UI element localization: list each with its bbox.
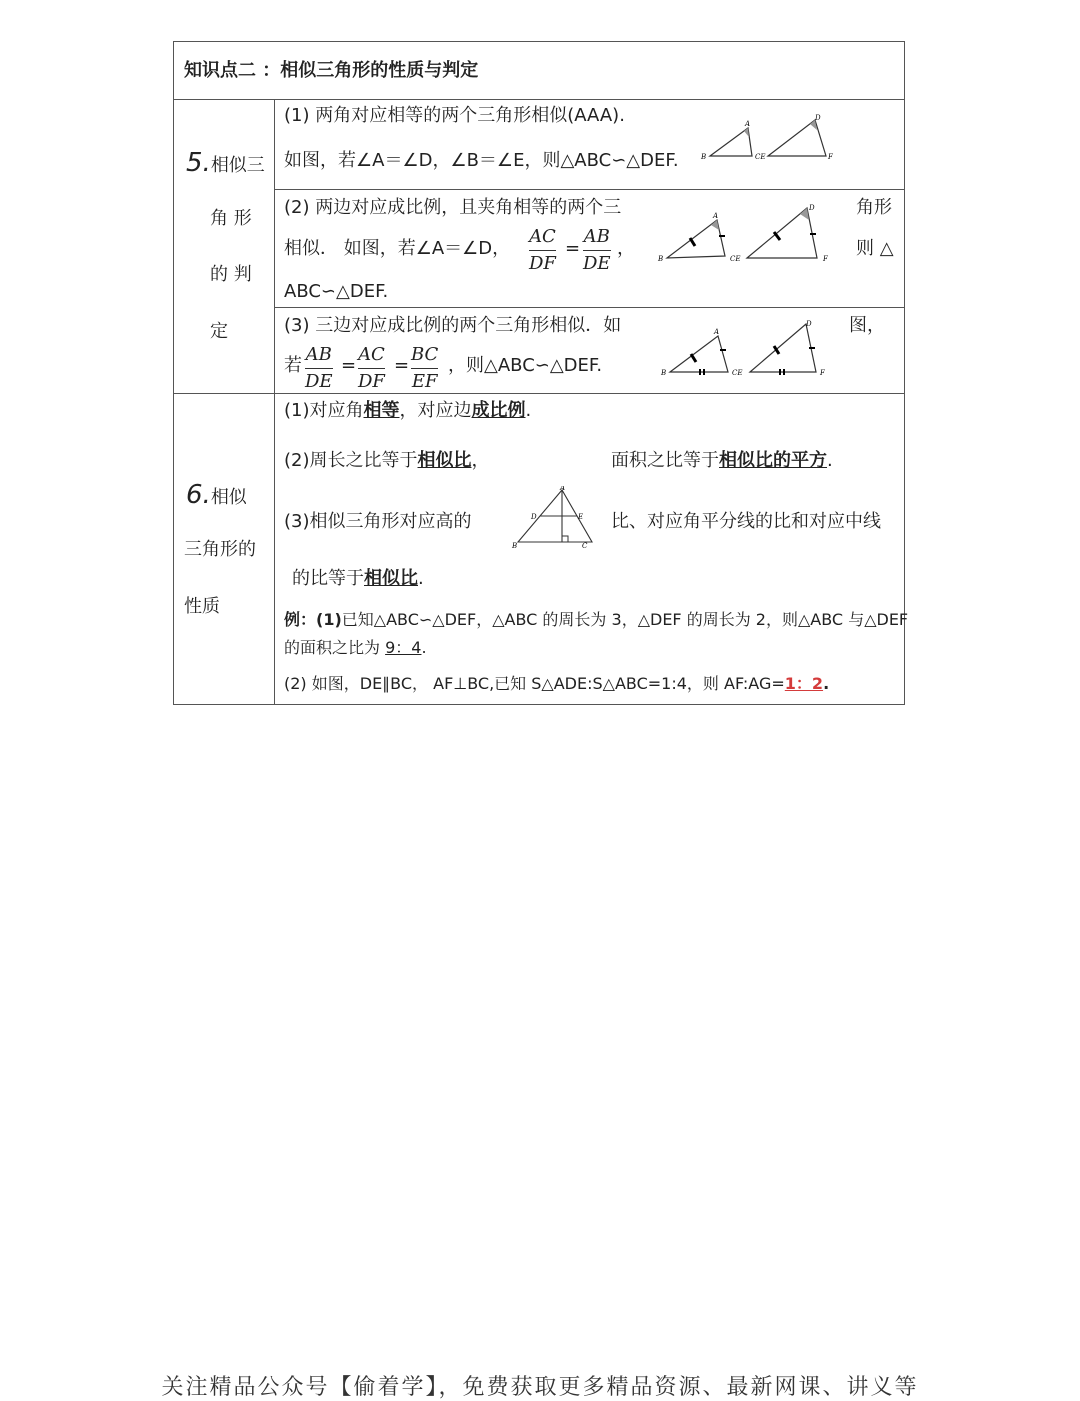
aaa-rule: (1) 两角对应相等的两个三角形相似(AAA). [284, 105, 625, 126]
svg-text:D: D [815, 114, 821, 122]
sas-conclusion: ABC∽△DEF. [284, 281, 389, 302]
fraction-bc-ef: BC EF [411, 344, 439, 392]
sas-rule-tail: 角形 [856, 197, 892, 218]
fraction-ab-de: AB DE [305, 344, 333, 392]
section-title: 知识点二 ：相似三角形的性质与判定 [184, 60, 479, 81]
svg-text:D: D [806, 320, 812, 328]
example-1-answer: 的面积之比为 9：4. [284, 638, 427, 657]
section5-label-line: 角 形 [210, 208, 252, 229]
sss-conclusion: ，则△ABC∽△DEF. [448, 355, 603, 376]
fraction-ac-df: AC DF [529, 226, 556, 274]
svg-text:CE: CE [730, 255, 741, 263]
svg-text:F: F [828, 153, 833, 161]
svg-text:A: A [714, 328, 720, 336]
row-divider [174, 99, 904, 100]
row-divider [174, 393, 904, 394]
example-2: (2) 如图，DE∥BC， AF⊥BC,已知 S△ADE:S△ABC=1:4，则 AF:AG=1：2. [284, 674, 830, 693]
property-4: 的比等于相似比. [292, 568, 424, 589]
svg-text:B: B [512, 542, 518, 550]
comma: ， [617, 238, 635, 259]
svg-text:A: A [745, 120, 751, 128]
sss-rule: (3) 三边对应成比例的两个三角形相似．如 [284, 315, 622, 336]
svg-text:D: D [531, 513, 537, 521]
figure-altitude-triangle [510, 486, 600, 552]
section6-label-line: 三角形的 [184, 539, 256, 560]
equals-sign: = [394, 355, 410, 376]
svg-text:B: B [661, 369, 667, 377]
property-3-cont: 比、对应角平分线的比和对应中线 [611, 511, 881, 532]
section5-label-line: 定 [210, 321, 228, 342]
figure-sss-triangles [658, 318, 838, 380]
column-divider [274, 99, 275, 705]
svg-text:C: C [582, 542, 588, 550]
svg-text:CE: CE [755, 153, 766, 161]
property-1: (1)对应角相等，对应边成比例. [284, 400, 532, 421]
property-3: (3)相似三角形对应高的 [284, 511, 472, 532]
sas-example: 相似． 如图，若∠A＝∠D， [284, 238, 511, 259]
equals-sign: = [565, 238, 581, 259]
sas-then: 则 △ [856, 238, 894, 259]
sas-rule: (2) 两边对应成比例，且夹角相等的两个三 [284, 197, 622, 218]
svg-text:A: A [713, 212, 719, 220]
footer-promo: 关注精品公众号【偷着学】，免费获取更多精品资源、最新网课、讲义等 [161, 1375, 919, 1400]
section5-label-line: 的 判 [210, 264, 252, 285]
svg-text:F: F [823, 255, 828, 263]
sss-rule-tail: 图， [849, 315, 885, 336]
section5-label: 5.相似三 [186, 148, 265, 178]
svg-text:D: D [809, 204, 815, 212]
svg-text:B: B [658, 255, 664, 263]
property-2-perimeter: (2)周长之比等于相似比， [284, 450, 490, 471]
sss-example-if: 若 [284, 355, 302, 376]
row-divider [274, 307, 904, 308]
row-divider [274, 189, 904, 190]
svg-text:A: A [560, 486, 566, 492]
svg-text:F: F [820, 369, 825, 377]
aaa-example: 如图，若∠A＝∠D，∠B＝∠E，则△ABC∽△DEF. [284, 150, 679, 171]
section6-label: 6.相似 [186, 480, 247, 510]
svg-text:E: E [578, 513, 584, 521]
svg-text:CE: CE [732, 369, 743, 377]
example-1: 例：(1)已知△ABC∽△DEF，△ABC 的周长为 3，△DEF 的周长为 2，则△ABC 与△DEF [284, 610, 909, 629]
figure-aaa-triangles [700, 112, 850, 164]
property-2-area: 面积之比等于相似比的平方. [611, 450, 833, 471]
section6-label-line: 性质 [184, 596, 220, 617]
figure-sas-triangles [655, 200, 835, 266]
equals-sign: = [341, 355, 357, 376]
fraction-ab-de: AB DE [583, 226, 611, 274]
fraction-ac-df: AC DF [358, 344, 385, 392]
svg-text:B: B [701, 153, 707, 161]
